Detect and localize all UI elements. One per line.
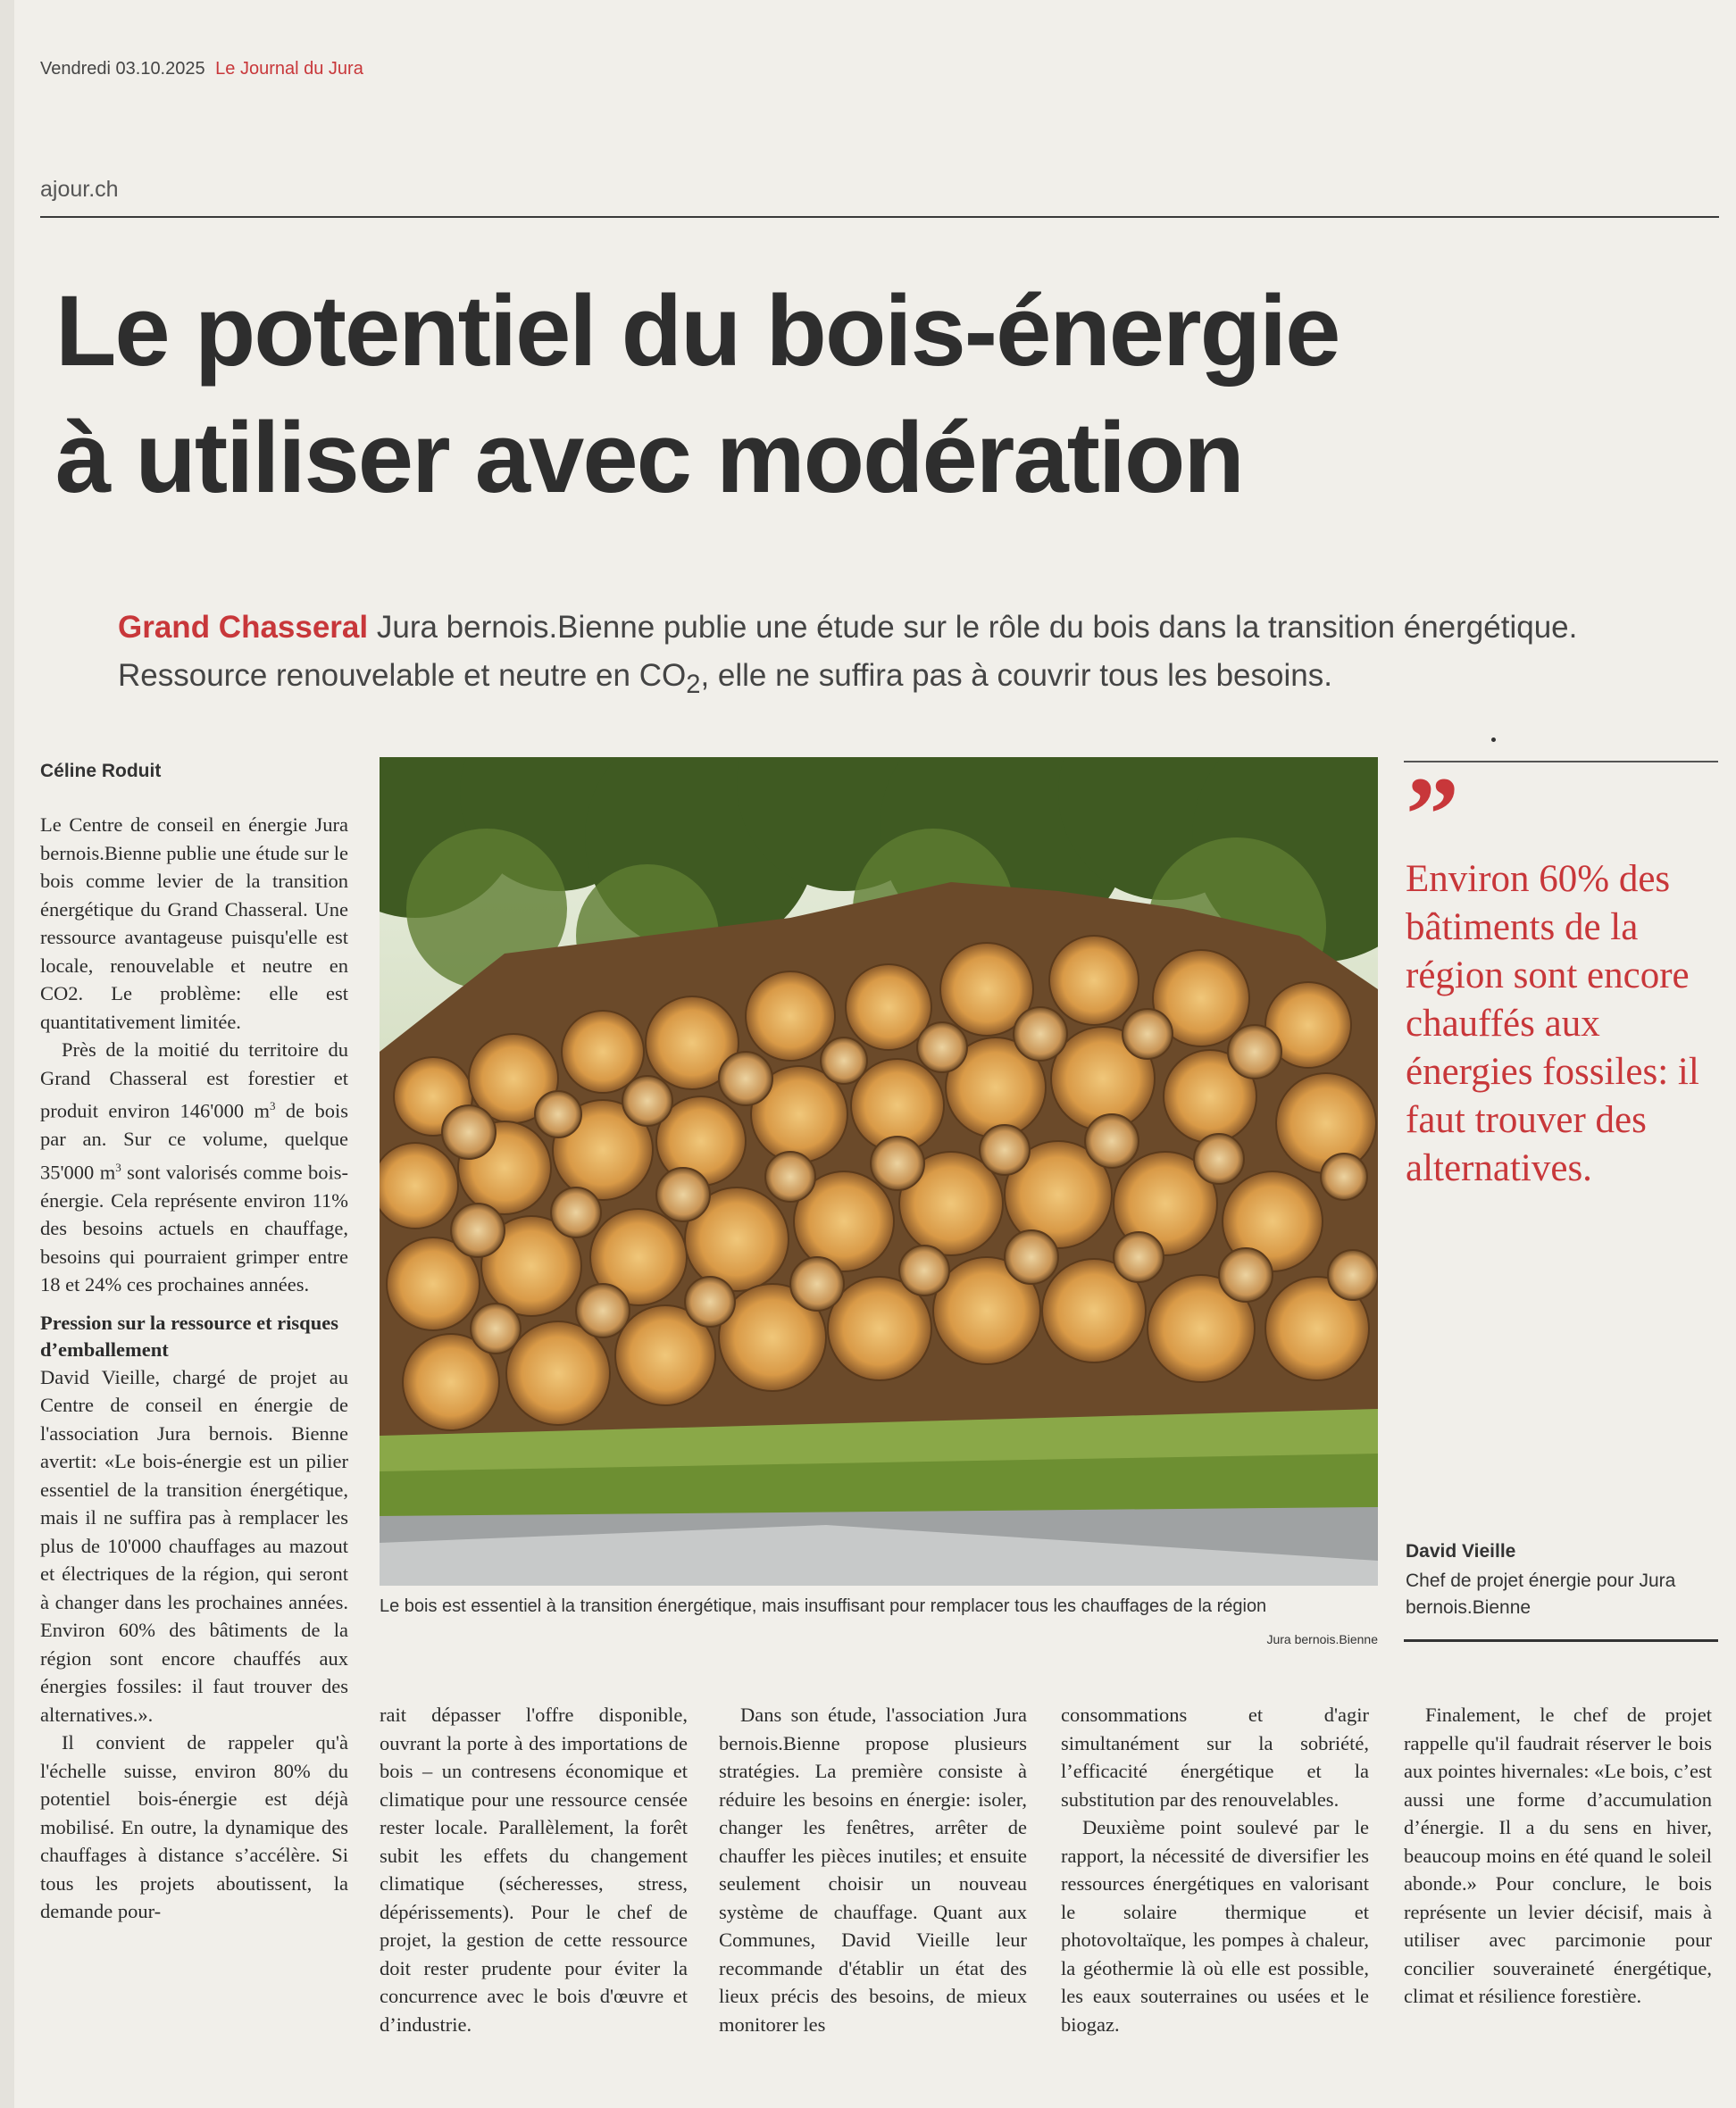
column-2 — [380, 1701, 688, 2038]
pullquote-role: Chef de projet énergie pour Jura bernois.Bienne — [1406, 1571, 1676, 1618]
column-1 — [40, 811, 348, 1926]
section-site: ajour.ch — [40, 177, 119, 202]
subheading: Pression sur la ressource et risques d’emballement — [40, 1311, 338, 1361]
paragraph-6: Dans son étude, l'association Jura bernois.Bienne propose plusieurs stratégies. La première consiste à réduire les besoins en énergie: isoler, changer les fenêtres, arrêter de chauffer les pièces inutiles; et ensuite seulement choisir un nouveau système de chauffage. Quant aux Communes, David Vieille leur recommande d'établir un état des lieux précis des besoins, de mieux monitorer les — [719, 1704, 1027, 2036]
paragraph-7: consommations et d'agir simultanément sur la sobriété, l’efficacité énergétique et la substitution par des renouvelables. — [1061, 1704, 1369, 1811]
pullquote-name: David Vieille — [1406, 1541, 1516, 1562]
headline-line-2: à utiliser avec modération — [55, 402, 1243, 513]
paragraph-3: David Vieille, chargé de projet au Centre de conseil en énergie de l'association Jura bernois. Bienne avertit: «Le bois-énergie est un pilier essentiel de la transition énergétique, mais il ne suffira pas à remplacer les plus de 10'000 chauffages au mazout et électriques de la région, qui seront à changer dans les prochaines années. Environ 60% des bâtiments de la région sont encore chauffés aux énergies fossiles: il faut trouver des alternatives.». — [40, 1365, 348, 1726]
paragraph-2 — [40, 1036, 348, 1299]
paragraph-1: Le Centre de conseil en énergie Jura bernois.Bienne publie une étude sur le bois comme levier de la transition énergétique du Grand Chasseral. Une ressource avantageuse puisqu'elle est locale, renouvelable et neutre en CO2. Le problème: elle est quantitativement limitée. — [40, 813, 348, 1033]
superscript-3b: 3 — [115, 1160, 121, 1174]
photo-caption: Le bois est essentiel à la transition énergétique, mais insuffisant pour remplacer tous les chauffages de la région — [380, 1596, 1267, 1616]
article-photo — [380, 757, 1378, 1586]
header-rule — [40, 216, 1719, 218]
paragraph-2-b: de bois par an. Sur ce volume, quelque 35'000 m — [40, 1099, 349, 1183]
column-3 — [719, 1701, 1027, 2038]
issue-date: Vendredi 03.10.2025 — [40, 59, 205, 79]
woodpile-photo-illustration — [380, 757, 1378, 1586]
column-4 — [1061, 1701, 1369, 2038]
standfirst-subscript: 2 — [686, 671, 701, 699]
page-header — [40, 59, 363, 79]
standfirst-text-a: Jura bernois.Bienne publie une étude sur le rôle du bois dans la transition énergétique. Ressource renouvelable et neutre en CO — [118, 610, 1578, 693]
paragraph-2-c: sont valorisés comme bois-énergie. Cela représente environ 11% des besoins actuels en chauffage, besoins qui pourraient grimper entre 18 et 24% ces prochaines années. — [40, 1161, 348, 1296]
ornament-dot — [1491, 737, 1496, 742]
headline — [55, 268, 1716, 521]
headline-line-1: Le potentiel du bois-énergie — [55, 275, 1340, 387]
superscript-3: 3 — [269, 1099, 276, 1112]
standfirst — [118, 604, 1690, 709]
newspaper-name: Le Journal du Jura — [215, 59, 363, 79]
paragraph-5: rait dépasser l'offre disponible, ouvrant la porte à des importations de bois – un contresens économique et climatique pour une ressource censée rester locale. Parallèlement, la forêt subit les effets du changement climatique (sécheresses, stress, dépérissements). Pour le chef de projet, la gestion de cette ressource doit rester prudente pour éviter la concurrence avec le bois d'œuvre et d’industrie. — [380, 1704, 688, 2036]
author-byline: Céline Roduit — [40, 761, 162, 781]
paragraph-2-a: Près de la moitié du territoire du Grand Chasseral est forestier et produit environ 146'000 m — [40, 1038, 348, 1122]
page-edge — [0, 0, 14, 2108]
paragraph-4: Il convient de rappeler qu'à l'échelle suisse, environ 80% du potentiel bois-énergie est déjà mobilisé. En outre, la dynamique des chauffages à distance s’accélère. Si tous les projets aboutissent, la demande pour- — [40, 1731, 348, 1922]
paragraph-8: Deuxième point soulevé par le rapport, la nécessité de diversifier les ressources énergétiques en valorisant le solaire thermique et photovoltaïque, les pompes à chaleur, la géothermie là où elle est possible, les eaux souterraines ou usées et le biogaz. — [1061, 1816, 1369, 2036]
pullquote-bottom-rule — [1404, 1639, 1718, 1642]
quote-mark-icon: ” — [1406, 754, 1459, 873]
pullquote-text: Environ 60% des bâtiments de la région sont encore chauffés aux énergies fossiles: il faut trouver des alternatives. — [1406, 858, 1699, 1189]
paragraph-9: Finalement, le chef de projet rappelle qu'il faudrait réserver le bois aux pointes hivernales: «Le bois, c’est aussi une forme d’accumulation d’énergie. Il a du sens en hiver, beaucoup moins en été quand le soleil abonde.» Pour conclure, le bois représente un levier décisif, mais à utiliser avec parcimonie pour concilier souveraineté énergétique, climat et résilience forestière. — [1404, 1704, 1712, 2007]
column-5 — [1404, 1701, 1712, 2011]
photo-credit: Jura bernois.Bienne — [1266, 1632, 1378, 1646]
kicker: Grand Chasseral — [118, 610, 369, 645]
standfirst-text-b: , elle ne suffira pas à couvrir tous les besoins. — [700, 658, 1332, 693]
